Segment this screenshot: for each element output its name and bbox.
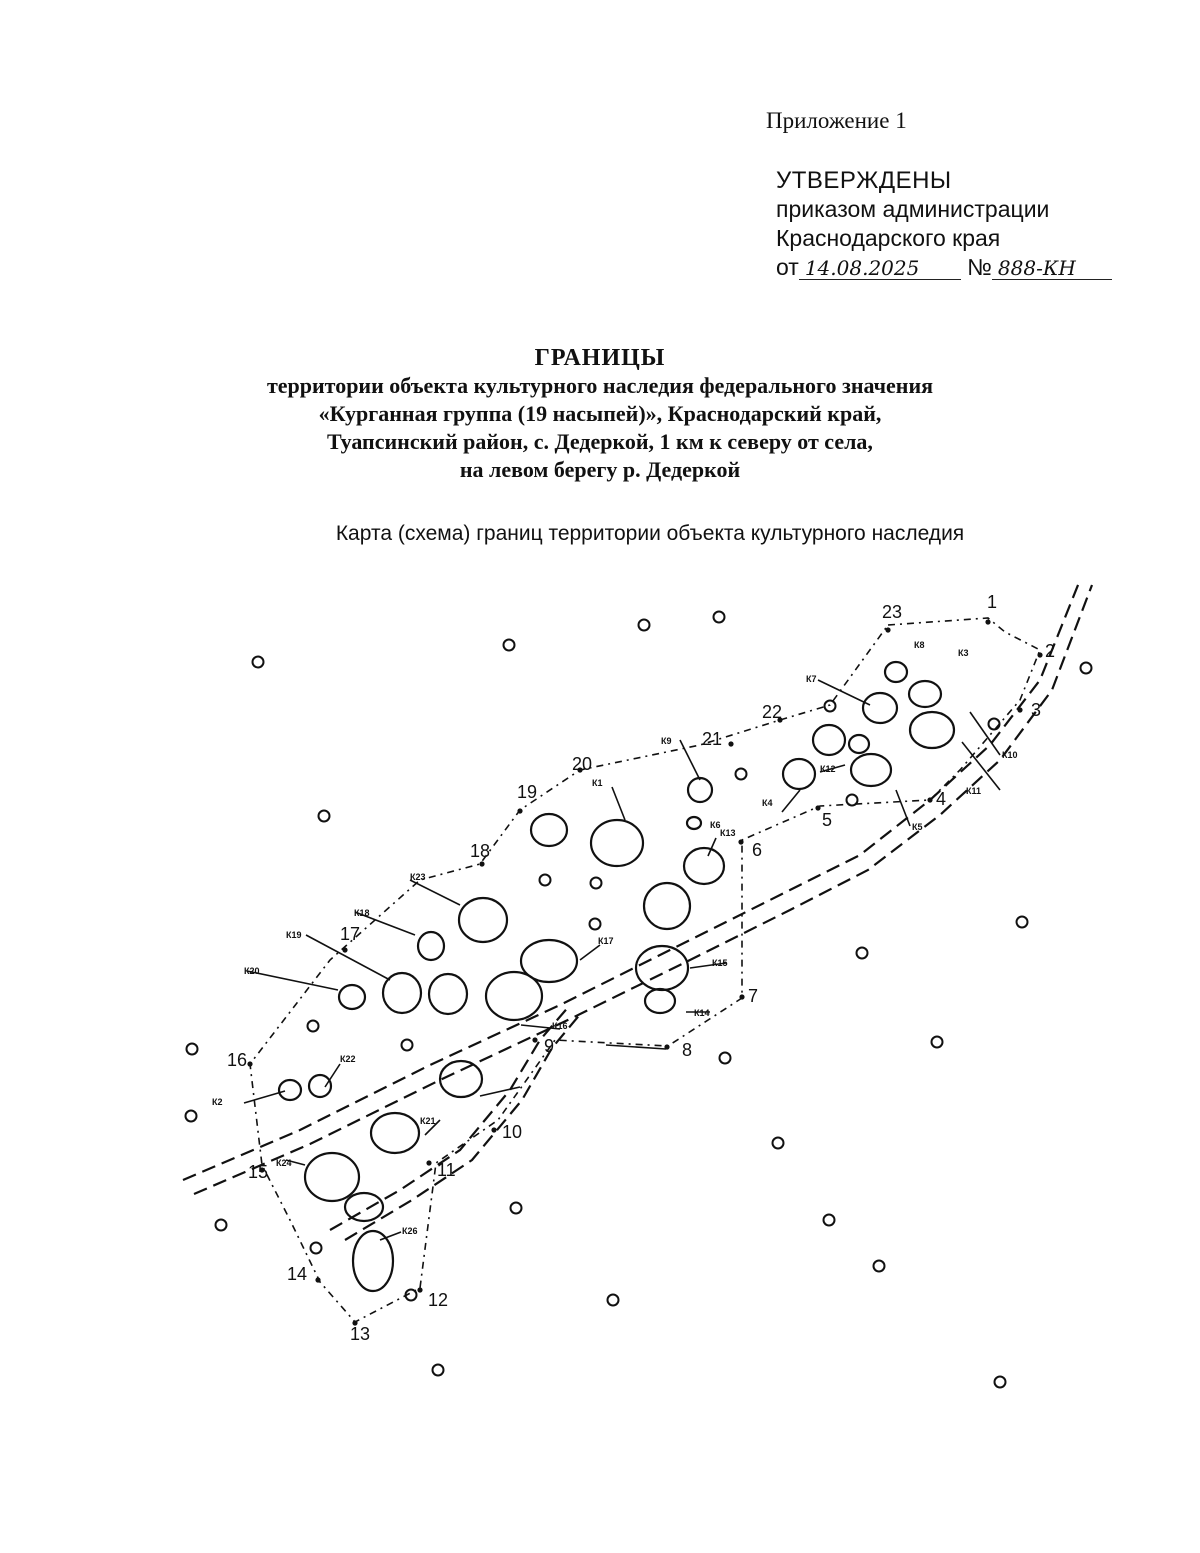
mound-label: К2 [212, 1097, 223, 1107]
boundary-points [227, 592, 1055, 1344]
approval-block [776, 166, 1112, 282]
leader-line [708, 838, 716, 856]
approval-date-row [776, 253, 1112, 282]
survey-marker [773, 1138, 784, 1149]
mound-label: К5 [912, 822, 923, 832]
mound [849, 735, 869, 753]
boundary-point-label: 20 [572, 754, 593, 774]
boundary-point-label: 23 [882, 602, 903, 622]
boundary-point-dot [342, 947, 347, 952]
mound [531, 814, 567, 846]
survey-marker [995, 1377, 1006, 1388]
heading-title: ГРАНИЦЫ [534, 345, 666, 371]
boundary-point-label: 11 [437, 1160, 456, 1180]
mound [910, 712, 954, 748]
mound [885, 662, 907, 682]
boundary-point-dot [738, 839, 743, 844]
mound-label: К6 [710, 820, 721, 830]
leader-line [410, 880, 460, 905]
handwritten-number: 888-КН [992, 257, 1112, 280]
map-caption: Карта (схема) границ территории объекта культурного наследия [335, 522, 965, 545]
mound [339, 985, 365, 1009]
survey-marker [714, 612, 725, 623]
mound [418, 932, 444, 960]
mound-labels [212, 640, 1018, 1236]
mound-label: К8 [914, 640, 925, 650]
mound-label: К19 [286, 930, 302, 940]
mound [644, 883, 690, 929]
boundary-point-label: 3 [1031, 700, 1042, 720]
mound-label: К22 [340, 1054, 356, 1064]
leader-line [247, 971, 338, 990]
boundary-point-label: 16 [227, 1050, 248, 1070]
heading-line-2: «Курганная группа (19 насыпей)», Краснодарский край, [318, 401, 882, 426]
boundary-point-dot [479, 861, 484, 866]
mound [440, 1061, 482, 1097]
boundary-point-dot [739, 994, 744, 999]
mound [371, 1113, 419, 1153]
boundary-point-dot [426, 1160, 431, 1165]
survey-marker [857, 948, 868, 959]
mound [813, 725, 845, 755]
approval-line-1: приказом администрации [776, 196, 1050, 222]
mound-leaders [244, 680, 1000, 1240]
mound [851, 754, 891, 786]
mound [279, 1080, 301, 1100]
mound [486, 972, 542, 1020]
mound [345, 1193, 383, 1221]
mound-label: К9 [661, 736, 672, 746]
mound-label: К4 [762, 798, 773, 808]
boundary-point-dot [985, 619, 990, 624]
boundary-point-dot [491, 1127, 496, 1132]
boundary-point-label: 15 [248, 1162, 269, 1182]
boundary-point-dot [728, 741, 733, 746]
mound [863, 693, 897, 723]
survey-marker [874, 1261, 885, 1272]
mound-label: К1 [592, 778, 603, 788]
survey-marker [639, 620, 650, 631]
handwritten-date: 14.08.2025 [799, 257, 961, 280]
survey-marker [736, 769, 747, 780]
survey-marker [1017, 917, 1028, 928]
mound-label: К23 [410, 872, 426, 882]
mound [783, 759, 815, 789]
boundary-point-dot [885, 627, 890, 632]
leader-line [480, 1087, 520, 1096]
mound [591, 820, 643, 866]
survey-marker [511, 1203, 522, 1214]
leader-line [244, 1091, 285, 1103]
boundary-point-label: 12 [428, 1290, 449, 1310]
boundary-point-dot [664, 1044, 669, 1049]
mound-label: К20 [244, 966, 260, 976]
boundary-point-label: 7 [748, 986, 759, 1006]
boundary-point-label: 6 [752, 840, 763, 860]
document-heading [0, 344, 1200, 484]
mound-label: К24 [276, 1158, 292, 1168]
mound-label: К17 [598, 936, 614, 946]
leader-line [612, 787, 625, 820]
mound-label: К21 [420, 1116, 436, 1126]
survey-marker [989, 719, 1000, 730]
leader-line [680, 740, 700, 780]
mound-label: К10 [1002, 750, 1018, 760]
boundary-map [0, 560, 1200, 1440]
boundary-point-dot [1017, 707, 1022, 712]
mounds [279, 662, 954, 1291]
survey-marker [824, 1215, 835, 1226]
mound [305, 1153, 359, 1201]
mound-label: К13 [720, 828, 736, 838]
survey-marker [433, 1365, 444, 1376]
territory-boundary [250, 618, 1040, 1322]
survey-marker [216, 1220, 227, 1231]
boundary-point-dot [532, 1037, 537, 1042]
survey-marker [319, 811, 330, 822]
boundary-point-dot [315, 1277, 320, 1282]
boundary-point-label: 4 [936, 789, 947, 809]
boundary-point-label: 19 [517, 782, 538, 802]
survey-marker [253, 657, 264, 668]
survey-marker [590, 919, 601, 930]
leader-line [580, 945, 600, 960]
boundary-point-label: 22 [762, 702, 783, 722]
mound-label: К16 [552, 1021, 568, 1031]
mound [309, 1075, 331, 1097]
boundary-point-label: 5 [822, 810, 833, 830]
mound-label: К7 [806, 674, 817, 684]
road-line [194, 585, 1092, 1194]
mound [687, 817, 701, 829]
boundary-point-label: 1 [987, 592, 998, 612]
appendix-label: Приложение 1 [766, 108, 907, 133]
road-lines [183, 580, 1092, 1240]
mound-label: К14 [694, 1008, 710, 1018]
leader-line [325, 1064, 340, 1087]
boundary-point-dot [417, 1287, 422, 1292]
date-prefix: от [776, 254, 799, 280]
heading-line-3: Туапсинский район, с. Дедеркой, 1 км к северу от села, [327, 429, 873, 454]
leader-line [782, 790, 800, 812]
mound [429, 974, 467, 1014]
boundary-point-dot [1037, 652, 1042, 657]
boundary-point-label: 18 [470, 841, 491, 861]
heading-line-4: на левом берегу р. Дедеркой [459, 457, 741, 482]
boundary-line [250, 618, 1040, 1322]
survey-marker [720, 1053, 731, 1064]
boundary-point-dot [927, 797, 932, 802]
mound [684, 848, 724, 884]
mound-label: К11 [966, 786, 982, 796]
approval-line-2: Краснодарского края [776, 225, 1001, 251]
survey-marker [932, 1037, 943, 1048]
boundary-point-label: 9 [544, 1036, 555, 1056]
road-line [183, 580, 1080, 1180]
heading-line-1: территории объекта культурного наследия федерального значения [266, 373, 934, 398]
mound [645, 989, 675, 1013]
mound-label: К15 [712, 958, 728, 968]
boundary-point-label: 8 [682, 1040, 693, 1060]
mound-label: К18 [354, 908, 370, 918]
boundary-point-label: 17 [340, 924, 361, 944]
mound [636, 946, 688, 990]
survey-marker [187, 1044, 198, 1055]
boundary-point-dot [815, 805, 820, 810]
boundary-point-label: 13 [350, 1324, 371, 1344]
survey-marker [504, 640, 515, 651]
survey-markers [186, 612, 1092, 1388]
mound [909, 681, 941, 707]
mound-label: К26 [402, 1226, 418, 1236]
survey-marker [540, 875, 551, 886]
boundary-point-dot [247, 1061, 252, 1066]
survey-marker [1081, 663, 1092, 674]
mound-label: К12 [820, 764, 836, 774]
mound-label: К3 [958, 648, 969, 658]
survey-marker [186, 1111, 197, 1122]
survey-marker [402, 1040, 413, 1051]
mound [353, 1231, 393, 1291]
boundary-point-label: 2 [1045, 641, 1056, 661]
mound [459, 898, 507, 942]
mound [688, 778, 712, 802]
survey-marker [591, 878, 602, 889]
survey-marker [825, 701, 836, 712]
survey-marker [311, 1243, 322, 1254]
survey-marker [308, 1021, 319, 1032]
boundary-point-label: 21 [702, 729, 723, 749]
number-prefix: № [967, 254, 992, 280]
boundary-point-dot [517, 808, 522, 813]
boundary-point-label: 10 [502, 1122, 523, 1142]
boundary-point-label: 14 [287, 1264, 308, 1284]
survey-marker [608, 1295, 619, 1306]
approval-title: УТВЕРЖДЕНЫ [776, 167, 952, 194]
